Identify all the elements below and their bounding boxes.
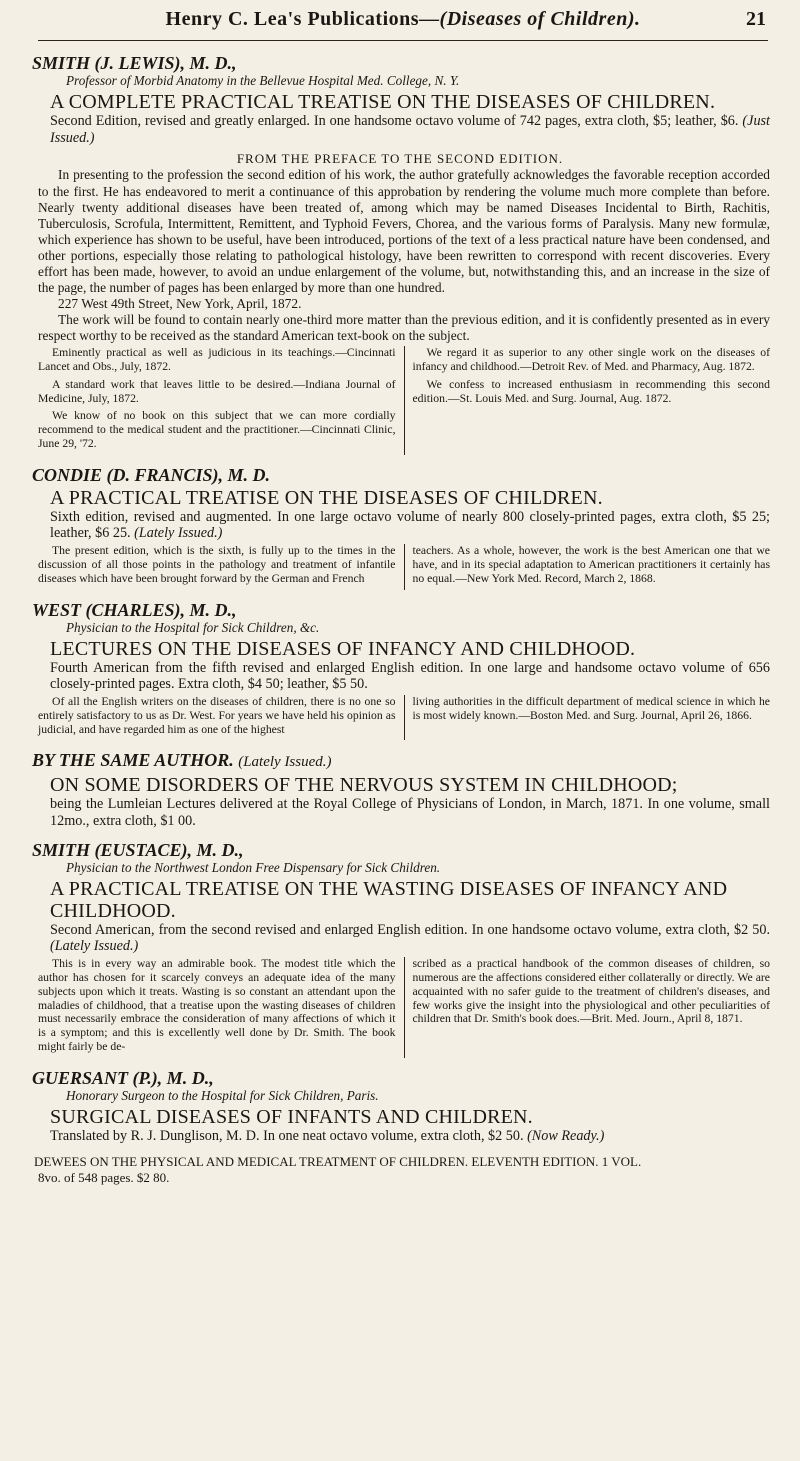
reviews-left <box>38 544 405 589</box>
entry-smith-lewis <box>30 53 770 455</box>
review-quote: The present edition, which is the sixth, is fully up to the times in the discussion of all those points in the pathology and treatment of infantile diseases which have been brought forward by the German and French <box>38 544 396 585</box>
author-role: Honorary Surgeon to the Hospital for Sick Children, Paris. <box>66 1087 379 1103</box>
review-quote: We confess to increased enthusiasm in recommending this second edition.—St. Louis Med. and Surg. Journal, Aug. 1872. <box>412 377 770 405</box>
review-quote: living authorities in the difficult department of medical science in which he is most widely known.—Boston Med. and Surg. Journal, April 26, 1866. <box>412 694 770 722</box>
author-name: GUERSANT (P.), M. D., <box>32 1067 214 1088</box>
reviews-left <box>38 957 405 1058</box>
entry-guersant <box>30 1068 770 1145</box>
review-quote: This is in every way an admirable book. The modest title which the author has chosen for it scarcely conveys an adequate idea of the many subjects upon which it treats. Wasting is so constant an attendant upon the maladies of childhood, that a treatise upon the wasting diseases of children must necessarily embrace the consideration of many affections of which it is a symptom; and this is excellently well done by Dr. Smith. The book might fairly be de- <box>38 957 396 1053</box>
page-number: 21 <box>746 8 766 30</box>
reviews-left <box>38 346 405 455</box>
preface-signature: 227 West 49th Street, New York, April, 1872. <box>58 296 302 312</box>
author-name: BY THE SAME AUTHOR. (Lately Issued.) <box>32 750 332 771</box>
dewees-line-1: DEWEES ON THE PHYSICAL AND MEDICAL TREATMENT OF CHILDREN. ELEVENTH EDITION. 1 VOL. <box>34 1154 642 1170</box>
reviews-right <box>405 957 771 1058</box>
author-note: (Lately Issued.) <box>238 754 332 771</box>
author-name: WEST (CHARLES), M. D., <box>32 599 237 620</box>
review-quote: A standard work that leaves little to be desired.—Indiana Journal of Medicine, July, 1872. <box>38 377 396 405</box>
reviews-right <box>405 544 771 589</box>
entry-west <box>30 600 770 741</box>
book-description: Fourth American from the fifth revised and enlarged English edition. In one large and handsome octavo volume of 656 closely-printed pages. Extra cloth, $4 50; leather, $5 50. <box>50 659 770 693</box>
reviews <box>30 957 770 1058</box>
book-description: Second Edition, revised and greatly enlarged. In one handsome octavo volume of 742 pages, extra cloth, $5; leather, $6. (Just Issued.) <box>50 113 771 146</box>
review-quote: Of all the English writers on the diseases of children, there is no one so entirely satisfactory to us as Dr. West. For years we have held his opinion as judicial, and have regarded him as one of the highest <box>38 694 396 736</box>
book-title: A PRACTICAL TREATISE ON THE DISEASES OF CHILDREN. <box>50 486 603 509</box>
author-name: CONDIE (D. FRANCIS), M. D. <box>32 464 271 485</box>
preface-text: In presenting to the profession the second edition of his work, the author gratefully acknowledges the favorable reception accorded to the first. He has endeavored to merit a continuance of this approbation by rendering the volume much more complete than before. Nearly twenty additional diseases have been treated of, among which may be named Diseases Incidental to Birth, Rachitis, Tuberculosis, Scrofula, Intermittent, Remittent, and Typhoid Fevers, Chorea, and the various forms of Paralysis. Many new formulæ, which experience has shown to be useful, have been introduced, portions of the text of a less practical nature have been condensed, and other portions, especially those relating to pathological histology, have been rewritten to correspond with recent discoveries. Every effort has been made, however, to avoid an undue enlargement of the volume, but, notwithstanding this, and an increase in the size of the page, the number of pages has been enlarged by more than one hundred. <box>38 167 770 296</box>
review-quote: We regard it as superior to any other single work on the diseases of infancy and childhood.—Detroit Rev. of Med. and Pharmacy, Aug. 1872. <box>412 346 770 373</box>
author-role: Physician to the Hospital for Sick Children, &c. <box>66 619 320 635</box>
book-description: Translated by R. J. Dunglison, M. D. In one neat octavo volume, extra cloth, $2 50. (Now Ready.) <box>50 1127 605 1144</box>
reviews <box>30 695 770 740</box>
entry-condie <box>30 465 770 590</box>
book-title: ON SOME DISORDERS OF THE NERVOUS SYSTEM IN CHILDHOOD; <box>50 774 678 797</box>
review-quote: Eminently practical as well as judicious in its teachings.—Cincinnati Lancet and Obs., July, 1872. <box>38 346 396 373</box>
book-title: A COMPLETE PRACTICAL TREATISE ON THE DISEASES OF CHILDREN. <box>50 91 716 113</box>
header-title: Henry C. Lea's Publications—(Diseases of Children). <box>165 8 641 30</box>
review-quote: We know of no book on this subject that we can more cordially recommend to the medical student and the practitioner.—Cincinnati Clinic, June 29, '72. <box>38 409 396 450</box>
dewees-notice <box>30 1154 770 1186</box>
book-description: being the Lumleian Lectures delivered at the Royal College of Physicians of London, in March, 1871. In one volume, small 12mo., extra cloth, $1 00. <box>50 796 770 830</box>
author-role: Physician to the Northwest London Free Dispensary for Sick Children. <box>66 859 441 875</box>
book-description: Second American, from the second revised and enlarged English edition. In one handsome octavo volume, extra cloth, $2 50. (Lately Issued.) <box>50 921 770 955</box>
preface-heading: FROM THE PREFACE TO THE SECOND EDITION. <box>236 151 564 167</box>
reviews-left <box>38 695 405 740</box>
book-title: SURGICAL DISEASES OF INFANTS AND CHILDREN. <box>50 1105 533 1128</box>
running-header <box>38 0 768 41</box>
book-title: LECTURES ON THE DISEASES OF INFANCY AND CHILDHOOD. <box>50 637 636 660</box>
entry-west-same-author <box>30 750 770 829</box>
review-quote: teachers. As a whole, however, the work is the best American one that we have, and in its special adaptation to American practitioners it certainly has no equal.—New York Med. Record, March 2, 1868. <box>412 544 770 585</box>
author-name: SMITH (J. LEWIS), M. D., <box>32 53 237 73</box>
book-title: A PRACTICAL TREATISE ON THE WASTING DISEASES OF INFANCY AND CHILDHOOD. <box>50 877 728 922</box>
dewees-line-2: 8vo. of 548 pages. $2 80. <box>38 1170 170 1186</box>
reviews-right <box>405 346 771 455</box>
reviews <box>30 346 770 455</box>
author-role: Professor of Morbid Anatomy in the Bellevue Hospital Med. College, N. Y. <box>66 73 460 88</box>
book-description: Sixth edition, revised and augmented. In one large octavo volume of nearly 800 closely-printed pages, extra cloth, $5 25; leather, $6 25. (Lately Issued.) <box>50 508 770 542</box>
review-quote: scribed as a practical handbook of the common diseases of children, so numerous are the affections considered either collaterally or directly. We are acquainted with no safer guide to the treatment of children's diseases, and few works give the insight into the physiological and other peculiarities of children that Dr. Smith's book does.—Brit. Med. Journ., April 8, 1871. <box>412 957 770 1026</box>
summary-text: The work will be found to contain nearly one-third more matter than the previous edition, and it is confidently presented as in every respect worthy to be received as the standard American text-book on the subject. <box>38 312 770 344</box>
reviews-right <box>405 695 771 740</box>
entry-smith-eustace <box>30 840 770 1058</box>
author-name: SMITH (EUSTACE), M. D., <box>32 839 244 860</box>
reviews <box>30 544 770 589</box>
